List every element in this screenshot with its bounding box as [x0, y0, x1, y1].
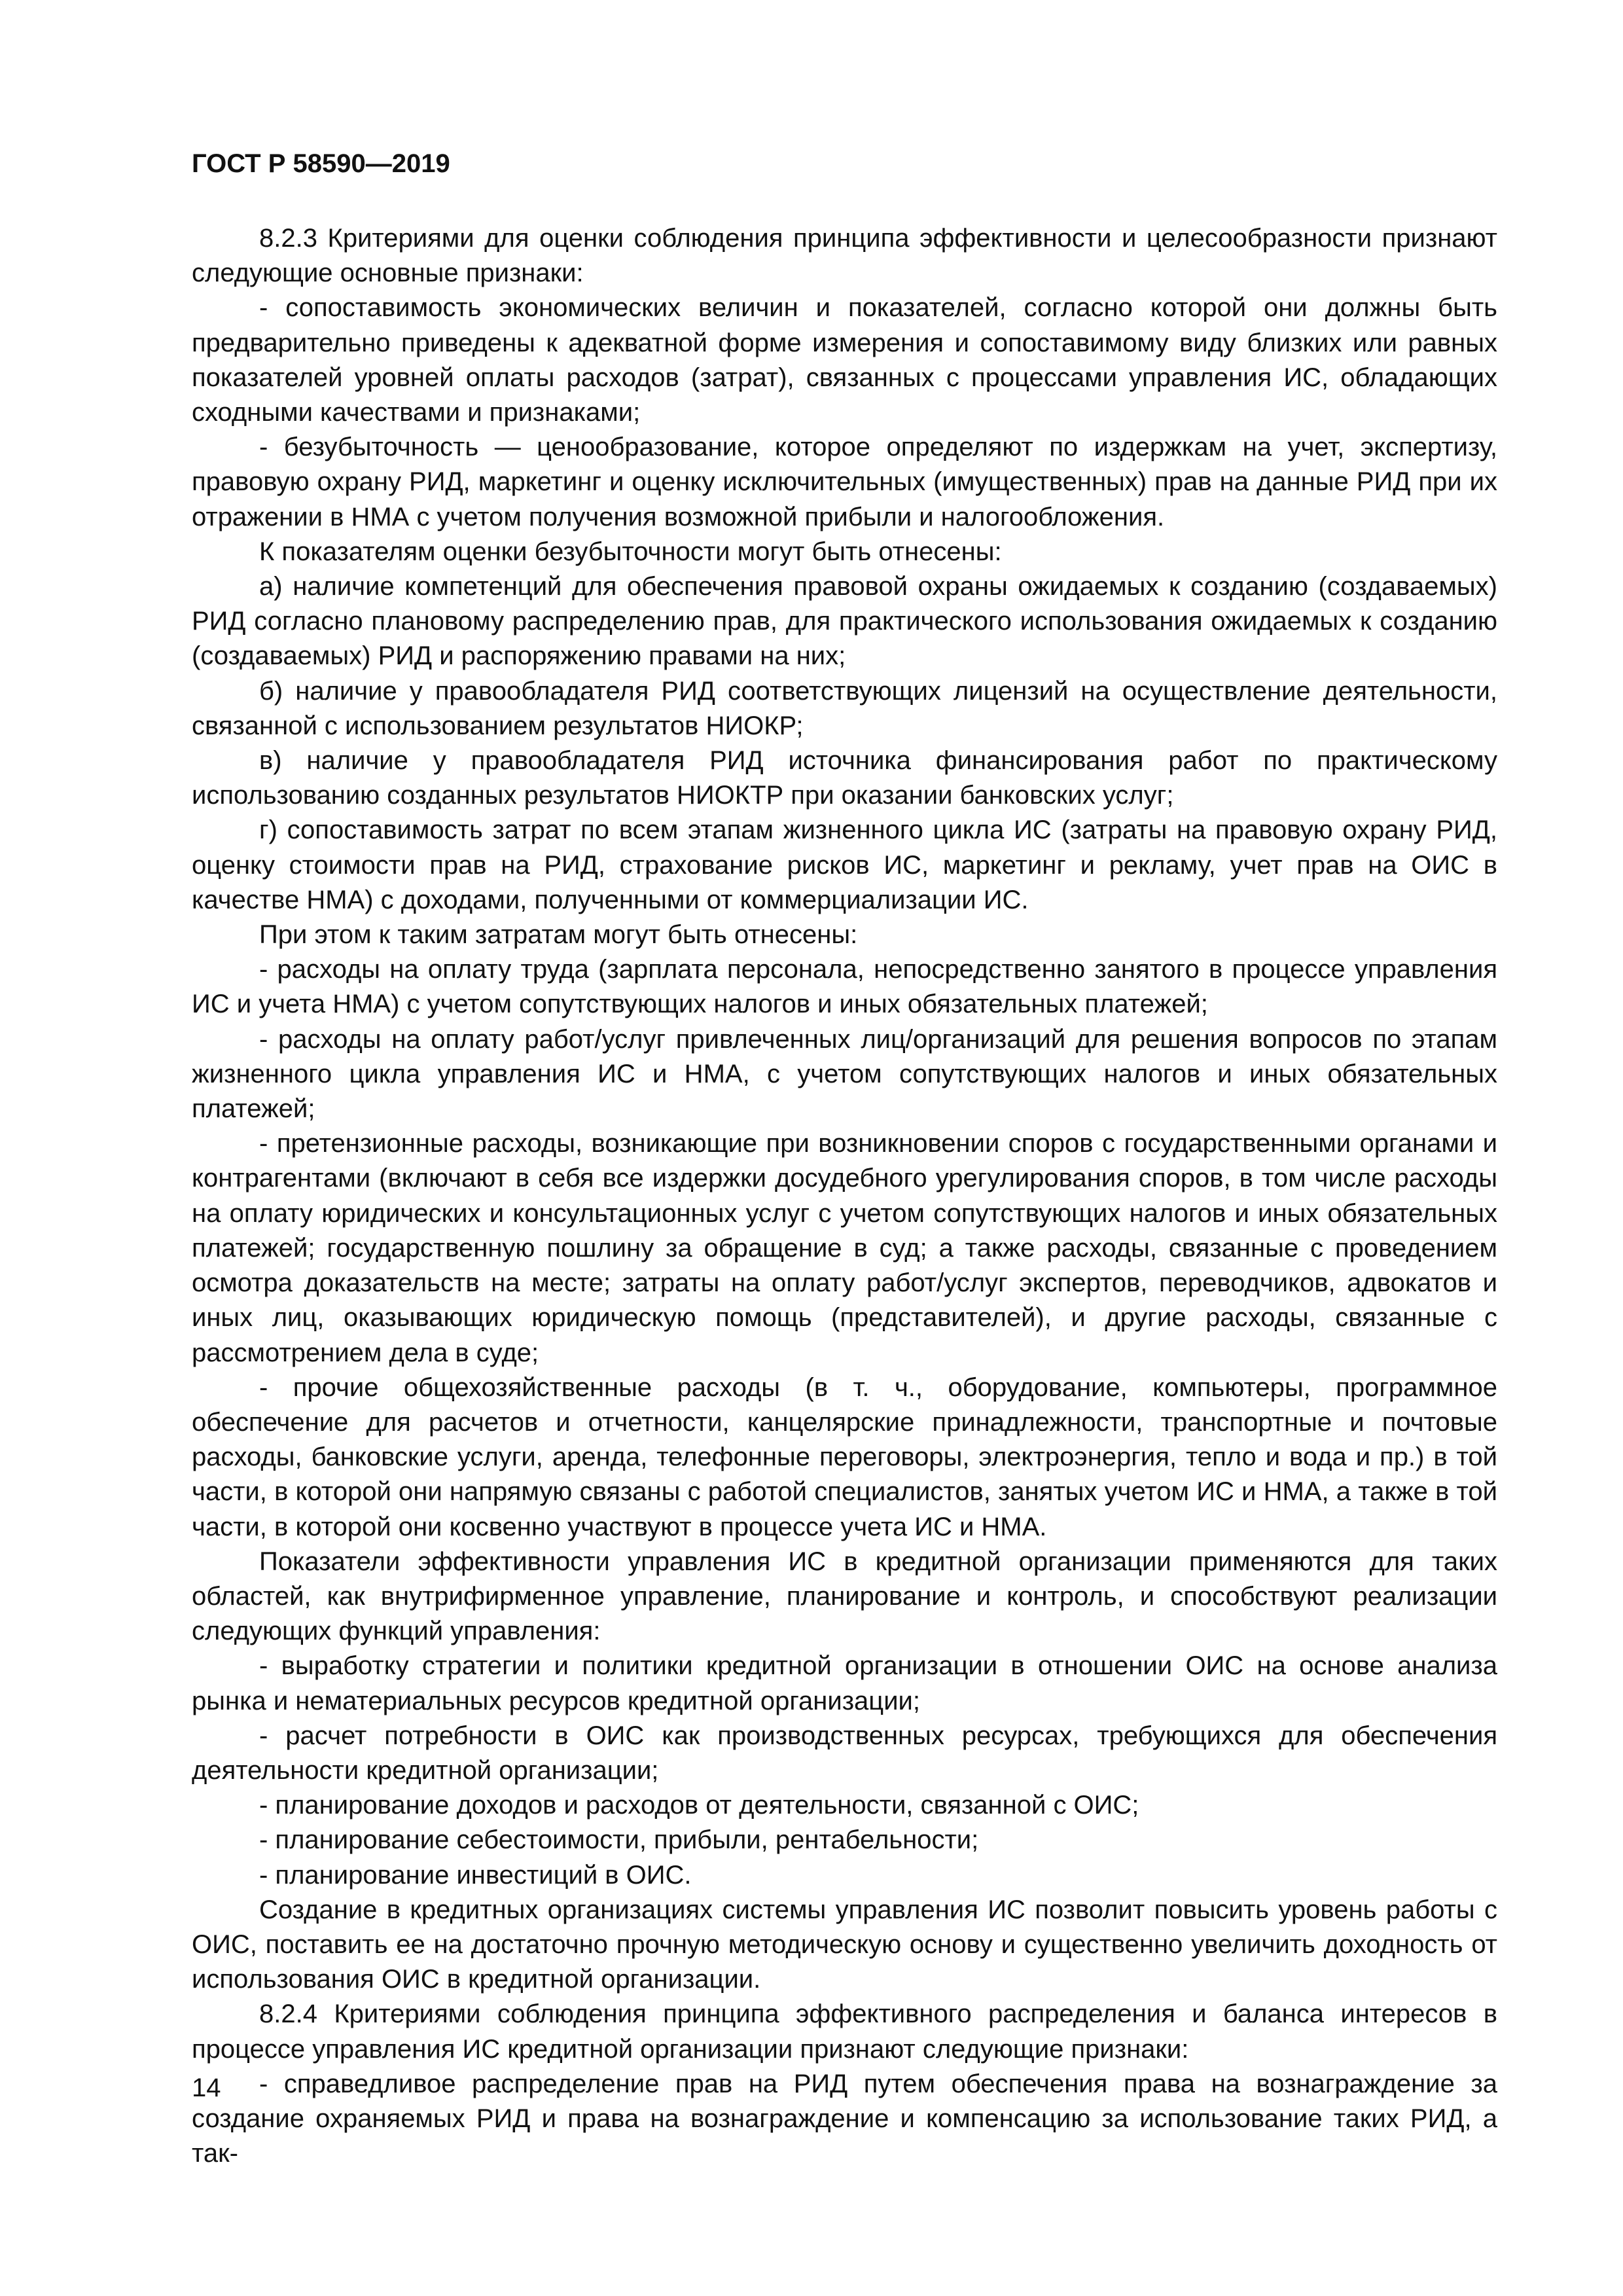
paragraph: - расходы на оплату работ/услуг привлеченных лиц/организаций для решения вопросов по этапам жизненного цикла управления ИС и НМА, с учетом сопутствующих налогов и иных обязательных платежей;	[192, 1024, 1497, 1124]
paragraph: - планирование себестоимости, прибыли, рентабельности;	[259, 1825, 979, 1855]
paragraph: При этом к таким затратам могут быть отнесены:	[259, 920, 858, 950]
paragraph: - расходы на оплату труда (зарплата персонала, непосредственно занятого в процессе управления ИС и учета НМА) с учетом сопутствующих налогов и иных обязательных платежей;	[192, 955, 1497, 1019]
paragraph: - сопоставимость экономических величин и показателей, согласно которой они должны быть предварительно приведены к адекватной форме измерения и сопоставимому виду близких или равных показателей уровней оплаты расходов (затрат), связанных с процессами управления ИС, обладающих сходными качествами и признаками;	[192, 293, 1497, 427]
paragraph: - расчет потребности в ОИС как производственных ресурсах, требующихся для обеспечения деятельности кредитной организации;	[192, 1721, 1497, 1785]
page-number: 14	[192, 2073, 221, 2102]
paragraph: - безубыточность — ценообразование, которое определяют по издержкам на учет, экспертизу, правовую охрану РИД, маркетинг и оценку исключительных (имущественных) прав на данные РИД при их отражении в НМА с учетом получения возможной прибыли и налогообложения.	[192, 433, 1497, 531]
paragraph: - планирование доходов и расходов от деятельности, связанной с ОИС;	[259, 1791, 1139, 1820]
paragraph: г) сопоставимость затрат по всем этапам жизненного цикла ИС (затраты на правовую охрану РИД, оценку стоимости прав на РИД, страхование рисков ИС, маркетинг и рекламу, учет прав на ОИС в качестве НМА) с доходами, полученными от коммерциализации ИС.	[192, 816, 1497, 914]
document-header: ГОСТ Р 58590—2019	[192, 149, 450, 178]
paragraph: - справедливое распределение прав на РИД путем обеспечения права на вознаграждение за создание охраняемых РИД и права на вознаграждение и компенсацию за использование таких РИД, а так-	[192, 2069, 1497, 2168]
paragraph: - прочие общехозяйственные расходы (в т. ч., оборудование, компьютеры, программное обеспечение для расчетов и отчетности, канцелярские принадлежности, транспортные и почтовые расходы, банковские услуги, аренда, телефонные переговоры, электроэнергия, тепло и вода и пр.) в той части, в которой они напрямую связаны с работой специалистов, занятых учетом ИС и НМА, а также в той части, в которой они косвенно участвуют в процессе учета ИС и НМА.	[192, 1372, 1497, 1541]
paragraph: в) наличие у правообладателя РИД источника финансирования работ по практическому использованию созданных результатов НИОКТР при оказании банковских услуг;	[192, 746, 1497, 810]
paragraph: - претензионные расходы, возникающие при возникновении споров с государственными органами и контрагентами (включают в себя все издержки досудебного урегулирования споров, в том числе расходы на оплату юридических и консультационных услуг с учетом сопутствующих налогов и иных обязательных платежей; государственную пошлину за обращение в суд; а также расходы, связанные с проведением осмотра доказательств на месте; затраты на оплату работ/услуг экспертов, переводчиков, адвокатов и иных лиц, оказывающих юридическую помощь (представителей), и другие расходы, связанные с рассмотрением дела в суде;	[192, 1129, 1497, 1367]
paragraph: 8.2.4 Критериями соблюдения принципа эффективного распределения и баланса интересов в процессе управления ИС кредитной организации признают следующие признаки:	[192, 2000, 1497, 2064]
paragraph: - планирование инвестиций в ОИС.	[259, 1860, 692, 1890]
paragraph: 8.2.3 Критериями для оценки соблюдения принципа эффективности и целесообразности признают следующие основные признаки:	[192, 224, 1497, 288]
document-body	[192, 221, 1497, 2171]
paragraph: К показателям оценки безубыточности могут быть отнесены:	[259, 537, 1002, 566]
paragraph: а) наличие компетенций для обеспечения правовой охраны ожидаемых к созданию (создаваемых) РИД согласно плановому распределению прав, для практического использования ожидаемых к созданию (создаваемых) РИД и распоряжению правами на них;	[192, 572, 1497, 671]
paragraph: Показатели эффективности управления ИС в кредитной организации применяются для таких областей, как внутрифирменное управление, планирование и контроль, и способствуют реализации следующих функций управления:	[192, 1547, 1497, 1646]
paragraph: Создание в кредитных организациях системы управления ИС позволит повысить уровень работы с ОИС, поставить ее на достаточно прочную методическую основу и существенно увеличить доходность от использования ОИС в кредитной организации.	[192, 1895, 1497, 1994]
paragraph: - выработку стратегии и политики кредитной организации в отношении ОИС на основе анализа рынка и нематериальных ресурсов кредитной организации;	[192, 1651, 1497, 1715]
paragraph: б) наличие у правообладателя РИД соответствующих лицензий на осуществление деятельности, связанной с использованием результатов НИОКР;	[192, 676, 1497, 740]
